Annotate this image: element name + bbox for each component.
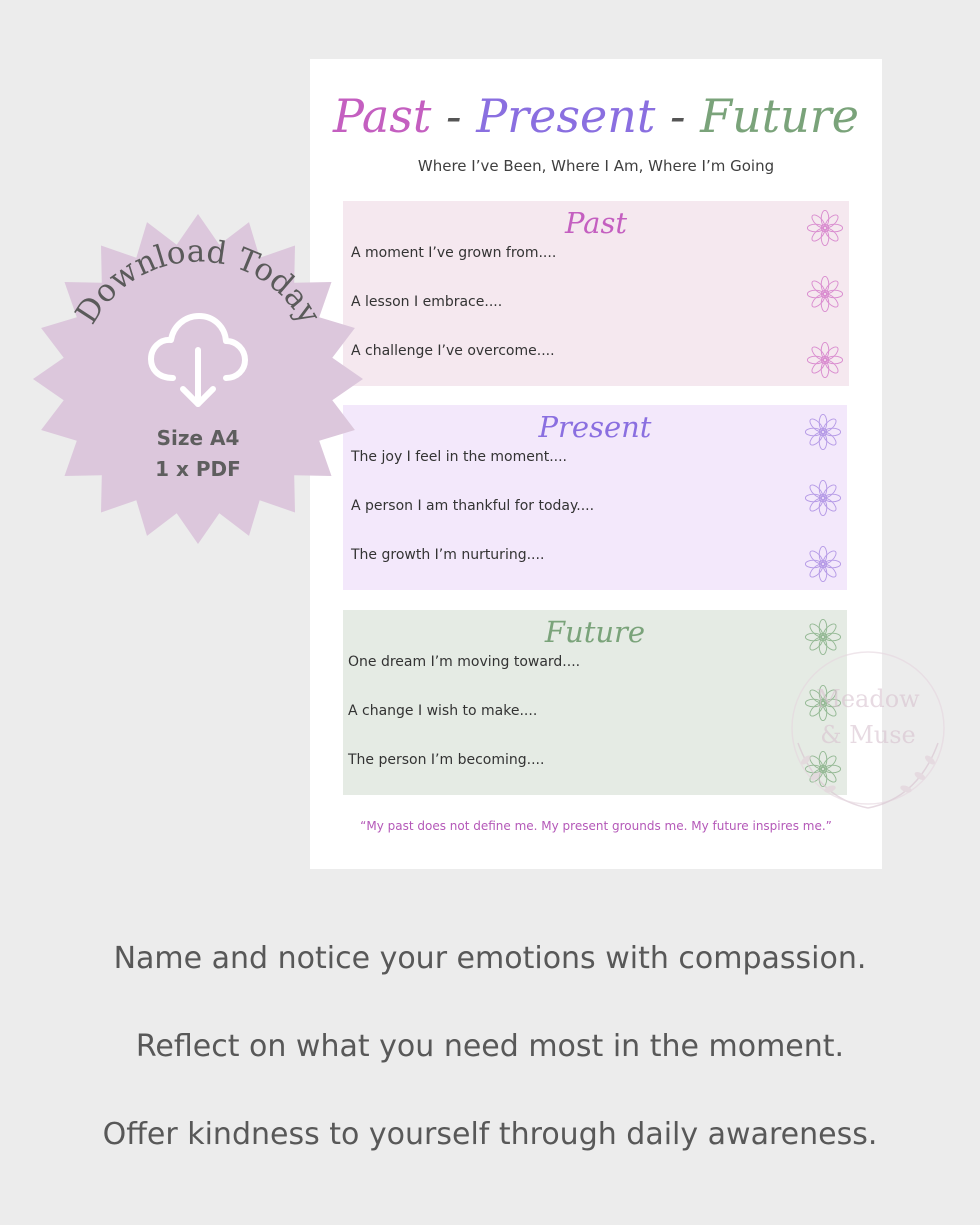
prompt-text: A lesson I embrace.... [351,294,503,310]
tagline: Name and notice your emotions with compassion. [113,941,867,976]
prompt-text: One dream I’m moving toward.... [348,654,581,670]
badge-size-label: Size A4 [156,426,240,450]
flower-icon [806,275,844,313]
title-separator: - [669,89,686,143]
section-title: Present [538,410,652,444]
watermark-line: Meadow [816,685,920,713]
badge-format-label: 1 x PDF [155,457,241,481]
prompt-text: A moment I’ve grown from.... [351,245,557,261]
flower-icon [804,479,842,517]
worksheet-subtitle: Where I’ve Been, Where I Am, Where I’m Going [417,157,775,175]
watermark-line: & Muse [820,721,916,749]
title-word-present: Present [476,89,656,143]
section-past [343,201,849,386]
prompt-text: A challenge I’ve overcome.... [351,343,555,359]
badge-arc-text: Download Today [68,233,328,331]
watermark-logo [778,648,958,818]
flower-icon [806,341,844,379]
flower-icon [806,209,844,247]
prompt-text: The growth I’m nurturing.... [351,547,545,563]
flower-icon [804,545,842,583]
title-word-past: Past [333,89,432,143]
section-title: Past [564,206,628,240]
title-separator: - [446,89,462,143]
flower-icon [804,413,842,451]
section-title: Future [544,615,646,649]
cloud-download-icon [147,312,249,410]
tagline: Reflect on what you need most in the moment. [135,1029,845,1064]
worksheet-title [310,85,882,147]
closing-quote: “My past does not define me. My present grounds me. My future inspires me.” [360,819,832,833]
section-future [343,610,847,795]
tagline: Offer kindness to yourself through daily awareness. [102,1117,878,1152]
prompt-text: The joy I feel in the moment.... [351,449,568,465]
prompt-text: A person I am thankful for today.... [351,498,595,514]
prompt-text: The person I’m becoming.... [348,752,545,768]
prompt-text: A change I wish to make.... [348,703,538,719]
download-badge[interactable] [32,214,364,544]
section-present [343,405,847,590]
title-word-future: Future [700,89,859,143]
